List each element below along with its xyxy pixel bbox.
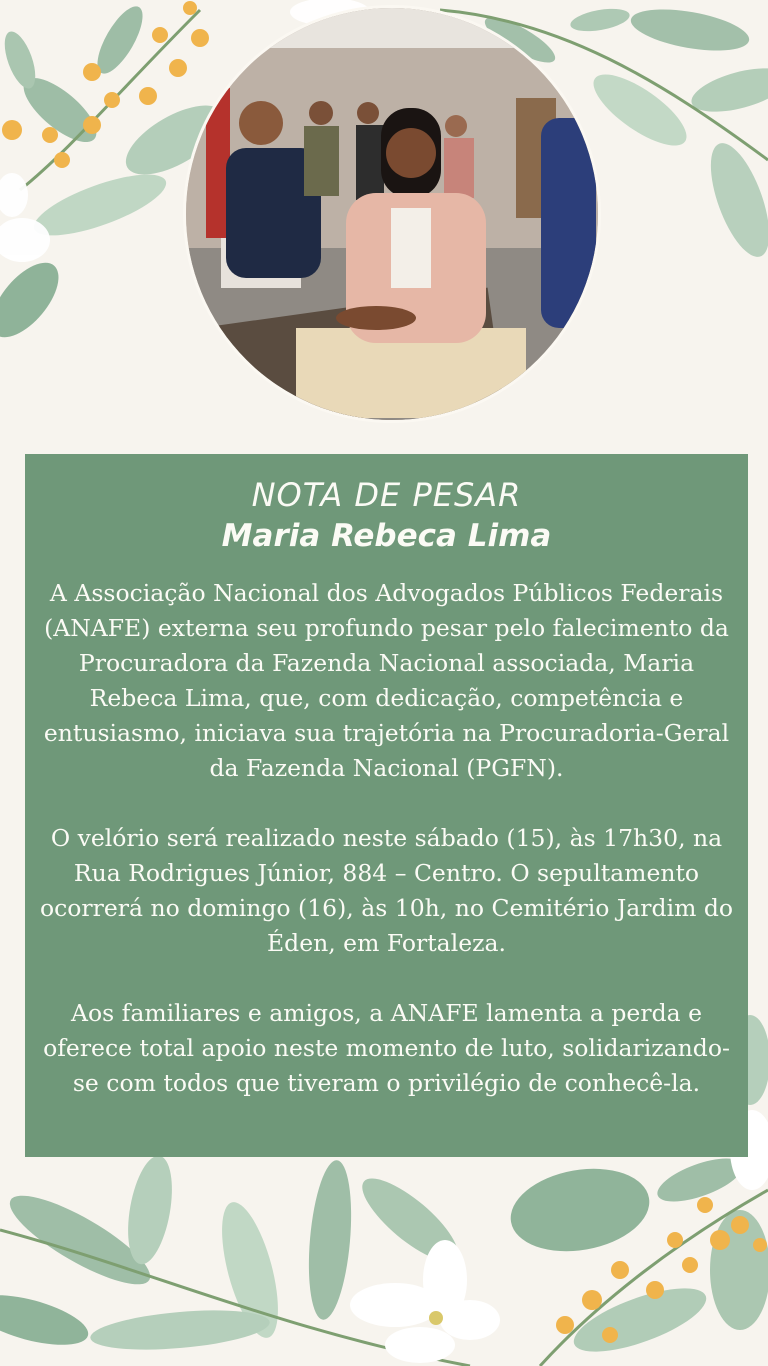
note-paragraph-announcement: A Associação Nacional dos Advogados Públicos Federais (ANAFE) externa seu profundo pesar pelo falecimento da Procuradora da Fazenda Nacional associada, Maria Rebeca Lima, que, com dedicação, competência e entusiasmo, iniciava sua trajetória na Procuradoria-Geral da Fazenda Nacional (PGFN). [43,579,730,782]
deceased-name: Maria Rebeca Lima [221,518,552,554]
condolence-note-panel [25,454,748,1157]
note-paragraph-funeral-details: O velório será realizado neste sábado (15), às 17h30, na Rua Rodrigues Júnior, 884 – Centro. O sepultamento ocorrerá no domingo (16), às 10h, no Cemitério Jardim do Éden, em Fortaleza. [39,824,734,957]
note-paragraph-condolences: Aos familiares e amigos, a ANAFE lamenta a perda e oferece total apoio neste momento de luto, solidarizando-se com todos que tiveram o privilégio de conhecê-la. [43,999,730,1097]
note-title: NOTA DE PESAR [251,476,522,514]
portrait-photo [186,8,598,420]
